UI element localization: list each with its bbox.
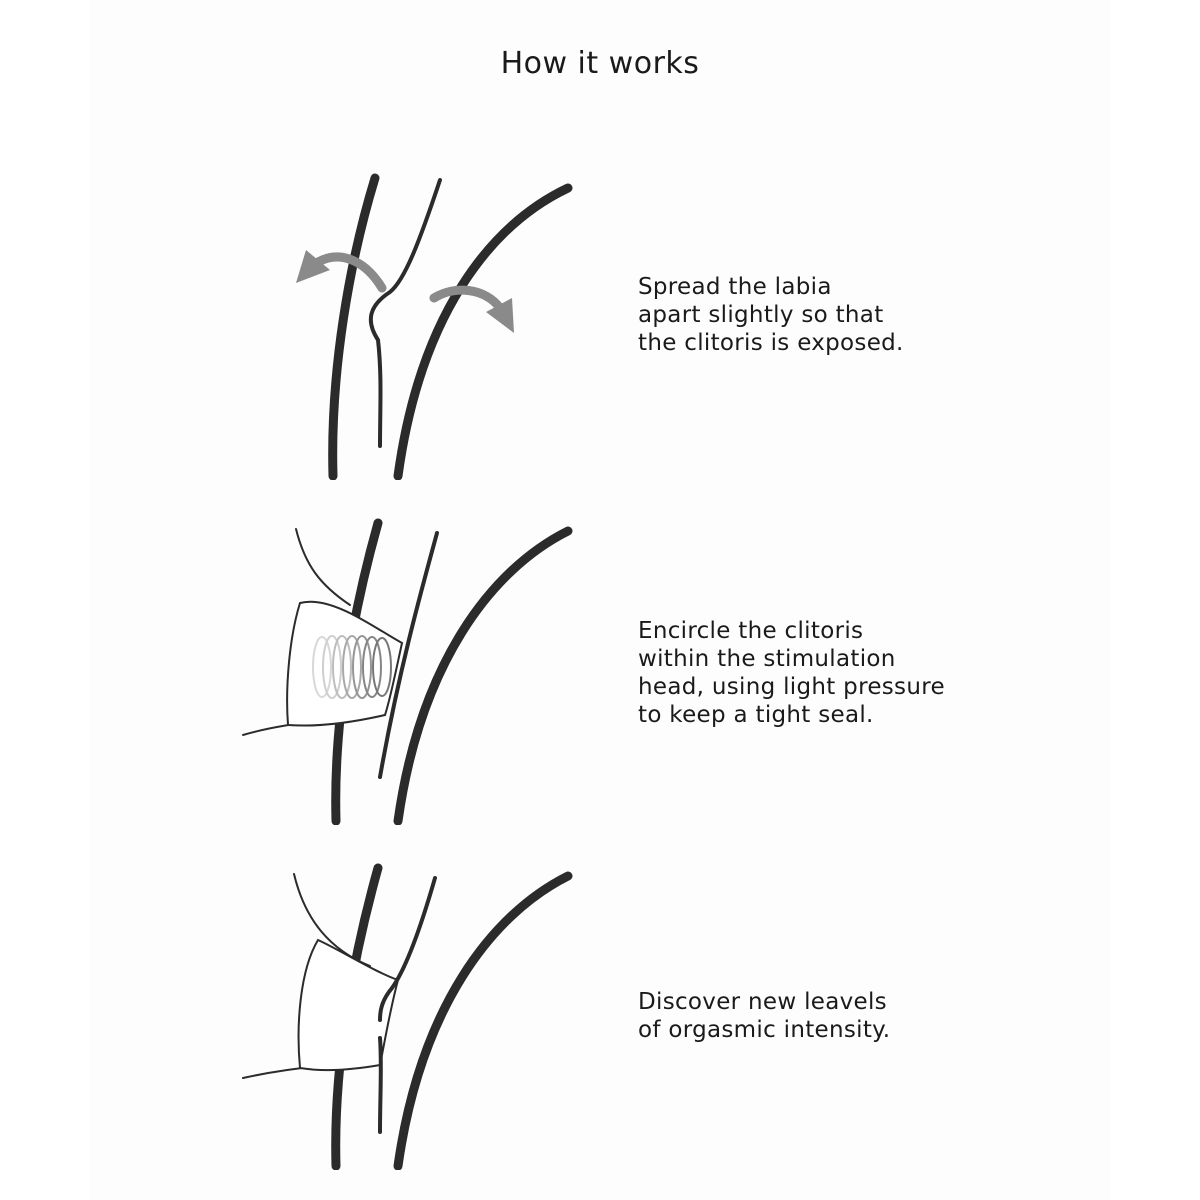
labia-spread-illustration bbox=[230, 170, 590, 480]
stimulation-head-placement-illustration bbox=[230, 515, 590, 825]
stimulation-head-sealed-illustration bbox=[230, 860, 590, 1170]
step-3-caption: Discover new leavels of orgasmic intensity. bbox=[638, 989, 891, 1043]
step-1-caption: Spread the labia apart slightly so that the clitoris is exposed. bbox=[638, 274, 904, 356]
step-1 bbox=[0, 170, 1200, 480]
step-2 bbox=[0, 515, 1200, 825]
page-title: How it works bbox=[500, 46, 700, 82]
step-3 bbox=[0, 860, 1200, 1170]
step-2-caption: Encircle the clitoris within the stimulation head, using light pressure to keep a tight seal. bbox=[638, 618, 945, 728]
